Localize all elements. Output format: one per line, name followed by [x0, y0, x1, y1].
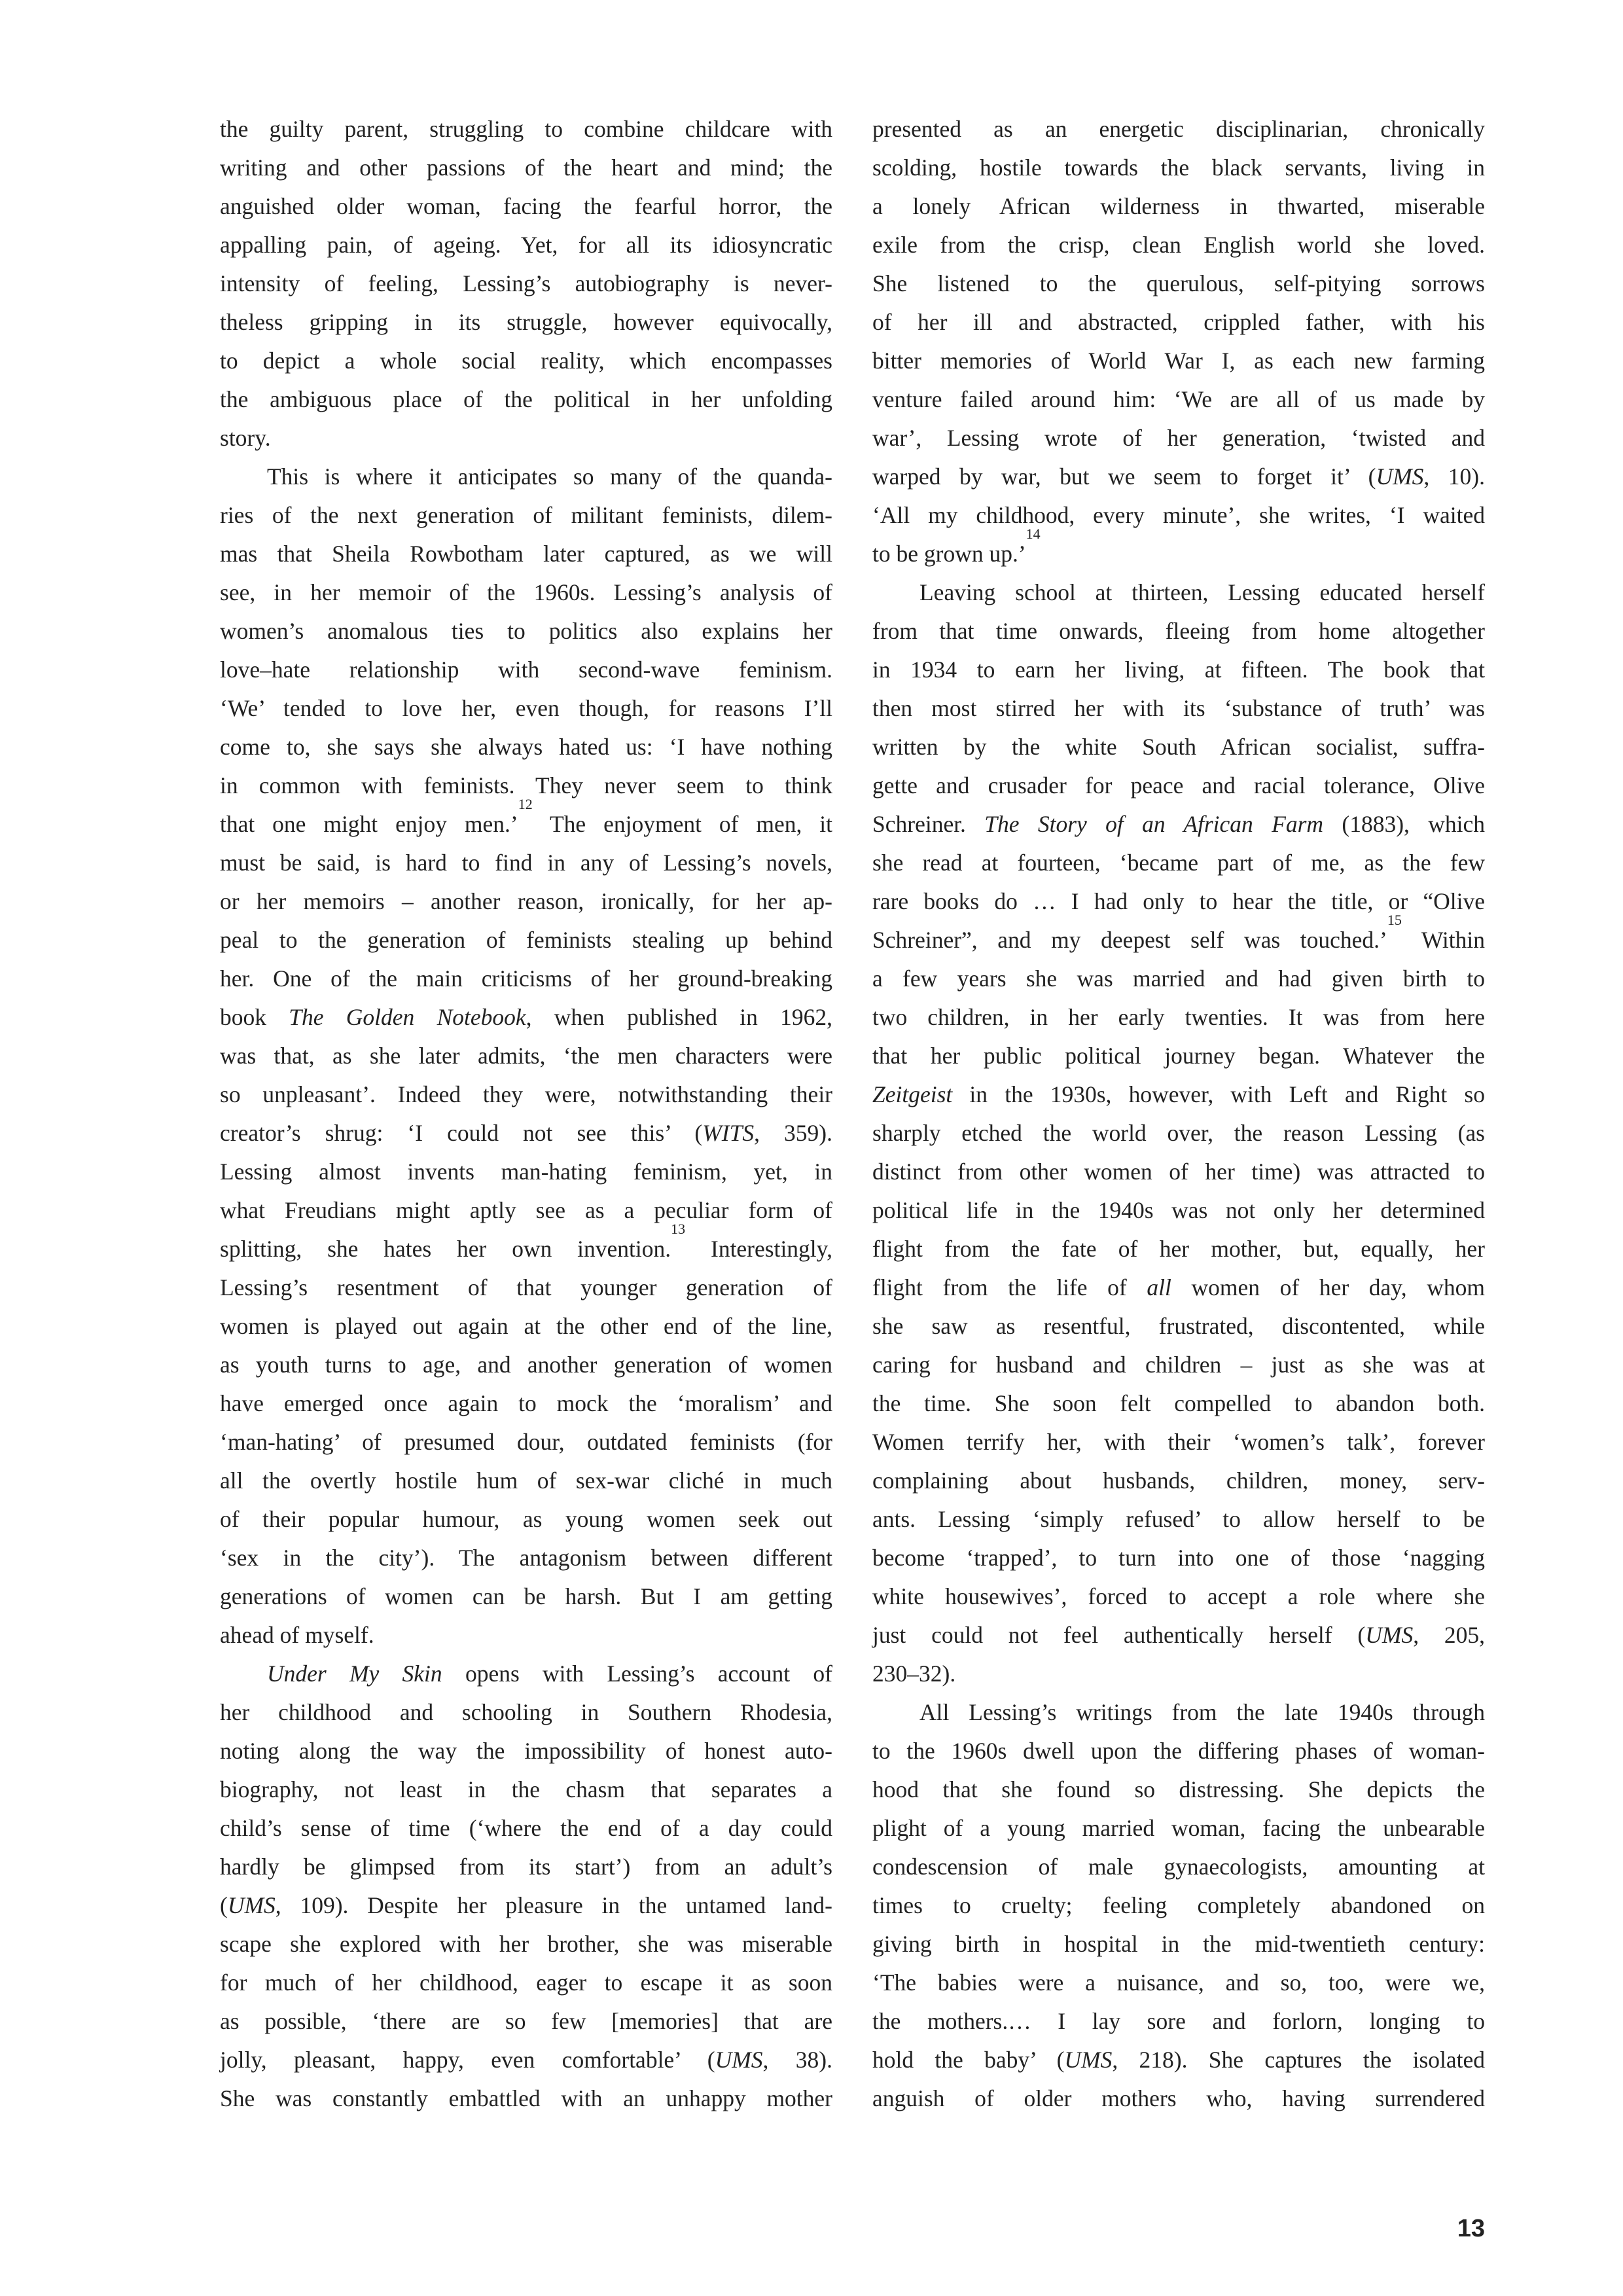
text-line	[872, 1848, 1485, 1886]
text-run: the guilty parent, struggling to combine childcare with	[220, 116, 832, 142]
italic-text: The Story of an African Farm	[984, 811, 1324, 837]
text-line	[872, 226, 1485, 264]
text-line	[220, 496, 832, 535]
text-run: ahead of myself.	[220, 1622, 374, 1648]
text-line	[220, 110, 832, 149]
text-run: ants. Lessing ‘simply refused’ to allow herself to be	[872, 1506, 1485, 1532]
text-line	[220, 1770, 832, 1809]
text-run: venture failed around him: ‘We are all of us made by	[872, 386, 1485, 412]
text-run: bitter memories of World War I, as each new farming	[872, 348, 1485, 374]
text-line	[220, 1462, 832, 1500]
text-line	[220, 612, 832, 651]
footnote-reference: 15	[1387, 912, 1402, 928]
text-line	[220, 921, 832, 960]
text-line	[220, 149, 832, 187]
text-run: hold the baby’ (	[872, 2047, 1065, 2073]
text-line	[220, 535, 832, 573]
text-line	[872, 728, 1485, 766]
text-run: women’s anomalous ties to politics also explains her	[220, 618, 832, 644]
text-run: women is played out again at the other end of the line,	[220, 1313, 832, 1339]
text-run: all the overtly hostile hum of sex-war cliché in much	[220, 1467, 832, 1494]
text-run: presented as an energetic disciplinarian, chronically	[872, 116, 1485, 142]
text-line	[872, 1693, 1485, 1732]
text-run: noting along the way the impossibility of honest auto-	[220, 1738, 832, 1764]
text-line	[220, 960, 832, 998]
text-run: hardly be glimpsed from its start’) from an adult’s	[220, 1854, 832, 1880]
italic-text: UMS	[715, 2047, 763, 2073]
text-line	[220, 187, 832, 226]
text-run: she saw as resentful, frustrated, discontented, while	[872, 1313, 1485, 1339]
text-line	[872, 342, 1485, 380]
text-run: her. One of the main criticisms of her ground-breaking	[220, 965, 832, 992]
text-run: Within	[1401, 927, 1485, 953]
text-run: Schreiner.	[872, 811, 985, 837]
text-run: theless gripping in its struggle, however equivocally,	[220, 309, 832, 335]
text-run: gette and crusader for peace and racial tolerance, Olive	[872, 772, 1485, 798]
text-run: just could not feel authentically herself (	[872, 1622, 1366, 1648]
text-line	[220, 303, 832, 342]
footnote-reference: 12	[518, 796, 533, 812]
text-line	[872, 689, 1485, 728]
text-line	[872, 149, 1485, 187]
text-run: political life in the 1940s was not only her determined	[872, 1197, 1485, 1223]
text-run: writing and other passions of the heart and mind; the	[220, 154, 832, 181]
text-run: of their popular humour, as young women seek out	[220, 1506, 832, 1532]
text-run: two children, in her early twenties. It was from here	[872, 1004, 1485, 1030]
text-run: child’s sense of time (‘where the end of a day could	[220, 1815, 832, 1841]
text-line	[220, 1539, 832, 1577]
text-run: the mothers.… I lay sore and forlorn, longing to	[872, 2008, 1485, 2034]
text-line	[872, 1539, 1485, 1577]
text-run: sharply etched the world over, the reason Lessing (as	[872, 1120, 1485, 1146]
text-line	[220, 1114, 832, 1153]
italic-text: WITS	[702, 1120, 755, 1146]
text-line	[872, 1616, 1485, 1655]
text-line	[220, 342, 832, 380]
text-line	[872, 2041, 1485, 2079]
text-run: , when published in 1962,	[526, 1004, 833, 1030]
text-run: Schreiner”, and my deepest self was touched.’	[872, 927, 1387, 953]
text-run: she read at fourteen, ‘became part of me, as the few	[872, 850, 1485, 876]
text-run: of her ill and abstracted, crippled father, with his	[872, 309, 1485, 335]
text-line	[220, 226, 832, 264]
text-run: must be said, is hard to find in any of Lessing’s novels,	[220, 850, 832, 876]
text-run: to the 1960s dwell upon the differing phases of woman-	[872, 1738, 1485, 1764]
text-run: The enjoyment of men, it	[532, 811, 832, 837]
text-run: plight of a young married woman, facing the unbearable	[872, 1815, 1485, 1841]
text-run: warped by war, but we seem to forget it’ (	[872, 463, 1376, 490]
text-run: peal to the generation of feminists stealing up behind	[220, 927, 832, 953]
text-line	[872, 380, 1485, 419]
text-run: from that time onwards, fleeing from home altogether	[872, 618, 1485, 644]
text-run: ries of the next generation of militant feminists, dilem-	[220, 502, 832, 528]
text-run: Lessing’s resentment of that younger generation of	[220, 1274, 832, 1300]
text-run: appalling pain, of ageing. Yet, for all its idiosyncratic	[220, 232, 832, 258]
text-line	[872, 264, 1485, 303]
text-run: , 218). She captures the isolated	[1112, 2047, 1485, 2073]
text-line	[872, 2002, 1485, 2041]
footnote-reference: 14	[1026, 526, 1041, 542]
text-line	[872, 187, 1485, 226]
text-run: a few years she was married and had given birth to	[872, 965, 1485, 992]
text-run: in the 1930s, however, with Left and Right so	[952, 1081, 1485, 1107]
text-run: as youth turns to age, and another generation of women	[220, 1352, 832, 1378]
text-run: She was constantly embattled with an unhappy mother	[220, 2085, 832, 2111]
left-text-column	[220, 110, 832, 2118]
text-line	[872, 1346, 1485, 1384]
text-line	[220, 1886, 832, 1925]
text-run: her childhood and schooling in Southern Rhodesia,	[220, 1699, 832, 1725]
text-run: , 205,	[1413, 1622, 1485, 1648]
italic-text: Under My Skin	[267, 1660, 442, 1687]
text-line	[872, 1153, 1485, 1191]
text-run: (1883), which	[1323, 811, 1485, 837]
text-run: , 359).	[754, 1120, 832, 1146]
text-line	[872, 1268, 1485, 1307]
text-line	[872, 766, 1485, 805]
text-run: ‘All my childhood, every minute’, she writes, ‘I waited	[872, 502, 1485, 528]
text-line	[872, 1230, 1485, 1268]
text-line	[220, 1221, 832, 1268]
text-run: , 109). Despite her pleasure in the untamed land-	[275, 1892, 832, 1918]
text-line	[220, 1655, 832, 1693]
text-line	[872, 1307, 1485, 1346]
right-text-column	[872, 110, 1485, 2118]
text-line	[872, 912, 1485, 960]
text-run: scolding, hostile towards the black servants, living in	[872, 154, 1485, 181]
text-line	[872, 110, 1485, 149]
text-run: women of her day, whom	[1171, 1274, 1485, 1300]
text-run: 230–32).	[872, 1660, 956, 1687]
text-run: Leaving school at thirteen, Lessing educated herself	[919, 579, 1485, 605]
italic-text: UMS	[1064, 2047, 1113, 2073]
text-run: distinct from other women of her time) was attracted to	[872, 1158, 1485, 1185]
text-run: mas that Sheila Rowbotham later captured, as we will	[220, 541, 832, 567]
text-run: condescension of male gynaecologists, amounting at	[872, 1854, 1485, 1880]
text-line	[872, 844, 1485, 882]
text-run: flight from the life of	[872, 1274, 1147, 1300]
text-run: that one might enjoy men.’	[220, 811, 518, 837]
text-run: ‘man-hating’ of presumed dour, outdated feminists (for	[220, 1429, 832, 1455]
italic-text: all	[1147, 1274, 1171, 1300]
text-run: to depict a whole social reality, which encompasses	[220, 348, 832, 374]
text-line	[872, 960, 1485, 998]
text-run: All Lessing’s writings from the late 1940s through	[919, 1699, 1485, 1725]
text-line	[220, 1925, 832, 1964]
text-run: love–hate relationship with second-wave feminism.	[220, 656, 832, 683]
text-line	[220, 1848, 832, 1886]
text-run: anguish of older mothers who, having surrendered	[872, 2085, 1485, 2111]
text-line	[220, 1191, 832, 1230]
text-run: white housewives’, forced to accept a role where she	[872, 1583, 1485, 1609]
text-line	[872, 1770, 1485, 1809]
text-run: times to cruelty; feeling completely abandoned on	[872, 1892, 1485, 1918]
text-run: intensity of feeling, Lessing’s autobiography is never-	[220, 270, 832, 296]
text-run: that her public political journey began. Whatever the	[872, 1043, 1485, 1069]
text-run: rare books do … I had only to hear the title, or “Olive	[872, 888, 1485, 914]
text-line	[872, 1577, 1485, 1616]
text-line	[872, 1462, 1485, 1500]
text-line	[220, 1075, 832, 1114]
text-run: come to, she says she always hated us: ‘I have nothing	[220, 734, 832, 760]
text-run: book	[220, 1004, 289, 1030]
text-line	[220, 844, 832, 882]
text-line	[872, 1191, 1485, 1230]
text-run: in common with feminists. They never seem to think	[220, 772, 832, 798]
text-run: exile from the crisp, clean English world she loved.	[872, 232, 1485, 258]
text-run: have emerged once again to mock the ‘moralism’ and	[220, 1390, 832, 1416]
footnote-reference: 13	[671, 1221, 686, 1237]
text-run: jolly, pleasant, happy, even comfortable’ (	[220, 2047, 715, 2073]
text-line	[872, 612, 1485, 651]
text-run: biography, not least in the chasm that separates a	[220, 1776, 832, 1803]
text-line	[872, 1655, 1485, 1693]
text-run: ‘sex in the city’). The antagonism between different	[220, 1545, 832, 1571]
text-line	[220, 728, 832, 766]
text-line	[220, 882, 832, 921]
text-line	[220, 1964, 832, 2002]
text-line	[220, 1732, 832, 1770]
page-number: 13	[1457, 2215, 1485, 2242]
text-run: story.	[220, 425, 271, 451]
text-run: to be grown up.’	[872, 541, 1026, 567]
text-run: Lessing almost invents man-hating feminism, yet, in	[220, 1158, 832, 1185]
text-line	[872, 526, 1485, 573]
text-line	[220, 2002, 832, 2041]
text-line	[220, 1346, 832, 1384]
text-line	[220, 2041, 832, 2079]
text-line	[220, 264, 832, 303]
text-run: become ‘trapped’, to turn into one of those ‘nagging	[872, 1545, 1485, 1571]
text-line	[872, 1809, 1485, 1848]
text-line	[220, 1423, 832, 1462]
text-line	[220, 651, 832, 689]
text-run: flight from the fate of her mother, but, equally, her	[872, 1236, 1485, 1262]
text-run: anguished older woman, facing the fearful horror, the	[220, 193, 832, 219]
text-run: , 10).	[1423, 463, 1485, 490]
text-line	[220, 1268, 832, 1307]
text-run: so unpleasant’. Indeed they were, notwithstanding their	[220, 1081, 832, 1107]
text-run: as possible, ‘there are so few [memories] that are	[220, 2008, 832, 2034]
text-line	[872, 1925, 1485, 1964]
text-run: ‘The babies were a nuisance, and so, too, were we,	[872, 1969, 1485, 1996]
text-run: in 1934 to earn her living, at fifteen. The book that	[872, 656, 1485, 683]
text-run: (	[220, 1892, 228, 1918]
text-line	[220, 796, 832, 844]
text-line	[872, 2079, 1485, 2118]
text-line	[872, 1114, 1485, 1153]
text-line	[872, 1075, 1485, 1114]
text-run: or her memoirs – another reason, ironically, for her ap-	[220, 888, 832, 914]
text-line	[220, 2079, 832, 2118]
text-line	[872, 1384, 1485, 1423]
text-line	[220, 573, 832, 612]
text-line	[872, 419, 1485, 457]
text-line	[872, 651, 1485, 689]
text-run: written by the white South African socialist, suffra-	[872, 734, 1485, 760]
text-run: , 38).	[762, 2047, 832, 2073]
text-line	[220, 1693, 832, 1732]
text-line	[220, 419, 832, 457]
italic-text: UMS	[1365, 1622, 1414, 1648]
text-line	[220, 380, 832, 419]
text-line	[220, 1577, 832, 1616]
text-line	[872, 573, 1485, 612]
text-line	[220, 1153, 832, 1191]
text-run: Women terrify her, with their ‘women’s talk’, forever	[872, 1429, 1485, 1455]
text-run: scape she explored with her brother, she was miserable	[220, 1931, 832, 1957]
text-line	[872, 1423, 1485, 1462]
text-run: creator’s shrug: ‘I could not see this’ (	[220, 1120, 703, 1146]
italic-text: UMS	[1376, 463, 1424, 490]
text-line	[872, 998, 1485, 1037]
text-line	[872, 1037, 1485, 1075]
italic-text: Zeitgeist	[872, 1081, 953, 1107]
italic-text: UMS	[227, 1892, 276, 1918]
text-line	[220, 998, 832, 1037]
text-line	[872, 1886, 1485, 1925]
text-run: war’, Lessing wrote of her generation, ‘twisted and	[872, 425, 1485, 451]
text-run: caring for husband and children – just as she was at	[872, 1352, 1485, 1378]
text-run: This is where it anticipates so many of the quanda-	[267, 463, 832, 490]
text-run: a lonely African wilderness in thwarted, miserable	[872, 193, 1485, 219]
text-line	[220, 1500, 832, 1539]
text-line	[872, 496, 1485, 535]
text-run: giving birth in hospital in the mid-twentieth century:	[872, 1931, 1485, 1957]
text-line	[872, 1500, 1485, 1539]
text-line	[220, 1616, 832, 1655]
text-run: She listened to the querulous, self-pitying sorrows	[872, 270, 1485, 296]
text-run: the time. She soon felt compelled to abandon both.	[872, 1390, 1485, 1416]
text-line	[220, 1809, 832, 1848]
text-run: generations of women can be harsh. But I am getting	[220, 1583, 832, 1609]
text-line	[872, 457, 1485, 496]
text-run: see, in her memoir of the 1960s. Lessing’s analysis of	[220, 579, 832, 605]
text-run: opens with Lessing’s account of	[442, 1660, 832, 1687]
text-run: the ambiguous place of the political in her unfolding	[220, 386, 832, 412]
text-run: for much of her childhood, eager to escape it as soon	[220, 1969, 832, 1996]
text-line	[220, 457, 832, 496]
text-line	[872, 1732, 1485, 1770]
text-line	[220, 1384, 832, 1423]
text-line	[872, 805, 1485, 844]
text-run: was that, as she later admits, ‘the men characters were	[220, 1043, 832, 1069]
italic-text: The Golden Notebook	[289, 1004, 526, 1030]
text-run: what Freudians might aptly see as a peculiar form of	[220, 1197, 832, 1223]
text-run: Interestingly,	[685, 1236, 832, 1262]
text-run: ‘We’ tended to love her, even though, for reasons I’ll	[220, 695, 832, 721]
text-line	[220, 689, 832, 728]
text-line	[872, 303, 1485, 342]
text-line	[220, 1037, 832, 1075]
text-line	[872, 1964, 1485, 2002]
text-run: hood that she found so distressing. She depicts the	[872, 1776, 1485, 1803]
text-run: then most stirred her with its ‘substance of truth’ was	[872, 695, 1485, 721]
text-line	[220, 1307, 832, 1346]
text-run: complaining about husbands, children, money, serv-	[872, 1467, 1485, 1494]
text-run: splitting, she hates her own invention.	[220, 1236, 671, 1262]
